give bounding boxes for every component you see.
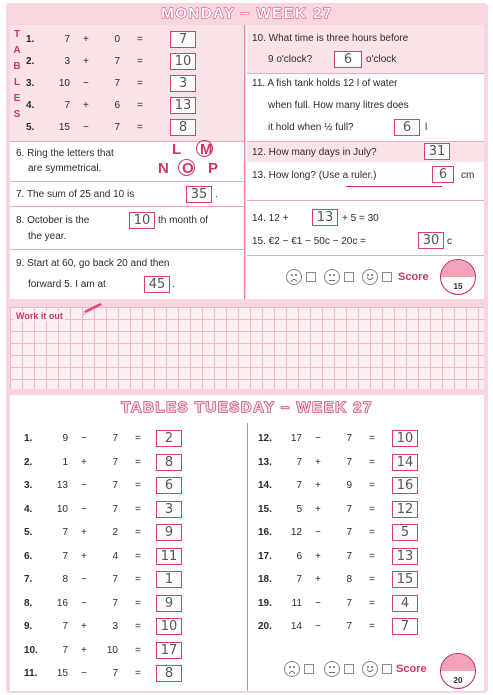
operand-a: 15 <box>58 122 70 133</box>
q15-post: c <box>447 236 452 247</box>
operand-b: 7 <box>346 527 352 538</box>
answer-box[interactable]: 14 <box>392 454 418 471</box>
operator: + <box>83 100 89 111</box>
operand-a: 11 <box>291 597 302 609</box>
q12-text: 12. How many days in July? <box>252 147 377 158</box>
q14-answer-box[interactable]: 13 <box>312 209 338 226</box>
equals-sign: = <box>135 574 141 585</box>
table-row <box>258 598 458 615</box>
equals-sign: = <box>135 550 141 562</box>
operand-b: 7 <box>112 456 118 468</box>
neutral-face-icon <box>324 661 340 677</box>
operator: + <box>81 621 87 632</box>
monday-title: MONDAY – WEEK 27 <box>161 5 333 22</box>
side-letter: L <box>13 77 21 88</box>
divider <box>247 200 484 201</box>
ring-O-circle <box>178 159 195 176</box>
operand-b: 9 <box>346 480 352 491</box>
operand-a: 7 <box>296 574 302 585</box>
q9-line1: 9. Start at 60, go back 20 and then <box>16 258 170 269</box>
operator: − <box>83 78 89 89</box>
operator: − <box>83 122 89 133</box>
operand-a: 7 <box>64 34 70 45</box>
equals-sign: = <box>137 78 143 89</box>
answer-box[interactable]: 12 <box>392 501 418 518</box>
table-row <box>258 433 458 450</box>
operand-a: 5 <box>296 503 302 515</box>
q8-pre: 8. October is the <box>16 215 90 226</box>
q10-answer-box[interactable]: 6 <box>334 51 362 68</box>
answer-box[interactable]: 10 <box>392 430 418 447</box>
operand-b: 7 <box>346 550 352 562</box>
operand-b: 7 <box>114 56 120 67</box>
equals-sign: = <box>369 480 375 491</box>
answer-box[interactable]: 8 <box>156 454 182 471</box>
score-label: Score <box>398 271 429 283</box>
neutral-checkbox[interactable] <box>344 664 354 674</box>
table-row <box>24 621 224 638</box>
operand-a: 9 <box>62 433 68 444</box>
operand-a: 6 <box>296 550 302 562</box>
side-letter: A <box>13 45 21 56</box>
answer-box[interactable]: 8 <box>156 665 182 682</box>
column-divider <box>244 25 245 299</box>
answer-box[interactable]: 13 <box>170 97 196 114</box>
equals-sign: = <box>369 621 375 632</box>
answer-box[interactable]: 3 <box>170 75 196 92</box>
q6-line1: 6. Ring the letters that <box>16 148 114 159</box>
operand-a: 12 <box>290 527 302 538</box>
letter-M: M <box>200 141 213 158</box>
operand-a: 7 <box>62 644 68 656</box>
operand-b: 8 <box>346 574 352 585</box>
table-row <box>24 551 224 568</box>
table-row <box>24 574 224 591</box>
operand-a: 15 <box>56 668 68 679</box>
operand-a: 17 <box>290 433 302 444</box>
score-total: 15 <box>453 282 463 291</box>
letter-P: P <box>208 160 219 177</box>
answer-box[interactable]: 11 <box>156 548 182 565</box>
row-number: 3. <box>24 480 33 491</box>
equals-sign: = <box>137 34 143 45</box>
row-number: 9. <box>24 621 33 632</box>
operator: − <box>81 480 87 491</box>
table-row <box>26 78 226 95</box>
happy-face-icon <box>362 269 378 285</box>
operand-b: 7 <box>346 597 352 609</box>
operand-b: 7 <box>112 503 118 515</box>
happy-face-icon <box>362 661 378 677</box>
row-number: 18. <box>258 574 272 585</box>
row-number: 17. <box>258 550 272 562</box>
operand-b: 6 <box>114 100 120 111</box>
table-row <box>258 504 458 521</box>
row-number: 2. <box>24 456 33 468</box>
table-row <box>24 527 224 544</box>
answer-box[interactable]: 9 <box>156 524 182 541</box>
operand-b: 7 <box>346 433 352 444</box>
row-number: 4. <box>24 503 33 515</box>
operand-a: 10 <box>56 503 68 515</box>
row-number: 5. <box>26 122 35 133</box>
q10-post: o'clock <box>366 54 397 65</box>
equals-sign: = <box>137 56 143 67</box>
answer-box[interactable]: 10 <box>170 53 196 70</box>
operand-b: 7 <box>112 668 118 679</box>
q13-post: cm <box>461 170 475 181</box>
row-number: 3. <box>26 78 35 89</box>
tables-side-letters <box>10 27 24 123</box>
operator: + <box>81 456 87 468</box>
operand-b: 2 <box>112 527 118 538</box>
answer-box[interactable]: 7 <box>392 618 418 635</box>
divider <box>10 249 244 250</box>
row-number: 6. <box>24 550 33 562</box>
operator: + <box>315 503 321 515</box>
answer-box[interactable]: 6 <box>156 477 182 494</box>
table-row <box>24 480 224 497</box>
operand-b: 3 <box>112 621 118 632</box>
sad-checkbox[interactable] <box>306 272 316 282</box>
operator: − <box>315 621 321 632</box>
tuesday-title: TABLES TUESDAY – WEEK 27 <box>121 399 373 416</box>
letter-N: N <box>158 160 169 177</box>
answer-box[interactable]: 4 <box>392 595 418 612</box>
q8-answer-box[interactable]: 10 <box>129 212 155 229</box>
operand-b: 0 <box>114 34 120 45</box>
row-number: 1. <box>26 34 35 45</box>
equals-sign: = <box>135 668 141 679</box>
q7-answer-box[interactable]: 35 <box>186 186 212 203</box>
operand-b: 4 <box>112 550 118 562</box>
operand-a: 7 <box>62 621 68 632</box>
operator: + <box>315 480 321 491</box>
equals-sign: = <box>369 550 375 562</box>
table-row <box>24 457 224 474</box>
operand-a: 10 <box>58 78 70 89</box>
q11-post: l <box>425 122 428 133</box>
table-row <box>24 433 224 450</box>
answer-box[interactable]: 5 <box>392 524 418 541</box>
table-row <box>258 621 458 638</box>
equals-sign: = <box>135 597 141 609</box>
operand-b: 7 <box>346 503 352 515</box>
operator: + <box>315 550 321 562</box>
row-number: 14. <box>258 480 272 491</box>
row-number: 2. <box>26 56 35 67</box>
operator: + <box>81 644 87 656</box>
operator: + <box>83 34 89 45</box>
equals-sign: = <box>369 433 375 444</box>
operator: + <box>81 527 87 538</box>
score-total: 20 <box>453 676 463 685</box>
row-number: 5. <box>24 527 33 538</box>
divider <box>10 206 244 207</box>
answer-box[interactable]: 3 <box>156 501 182 518</box>
operand-a: 16 <box>56 597 68 609</box>
equals-sign: = <box>369 456 375 468</box>
operator: + <box>315 574 321 585</box>
equals-sign: = <box>137 100 143 111</box>
q13-text: 13. How long? (Use a ruler.) <box>252 170 377 181</box>
answer-box[interactable]: 16 <box>392 477 418 494</box>
q12-answer-box[interactable]: 31 <box>424 143 450 160</box>
equals-sign: = <box>135 456 141 468</box>
operand-a: 3 <box>64 56 70 67</box>
operator: − <box>81 433 87 444</box>
score-circle[interactable] <box>440 259 476 295</box>
table-row <box>26 56 226 73</box>
divider <box>247 255 484 256</box>
q7-text: 7. The sum of 25 and 10 is <box>16 189 135 200</box>
equals-sign: = <box>369 597 375 609</box>
operand-b: 7 <box>112 597 118 609</box>
side-letter: T <box>13 29 21 40</box>
q11-answer-box[interactable]: 6 <box>394 119 420 136</box>
operand-b: 7 <box>114 78 120 89</box>
answer-box[interactable]: 1 <box>156 571 182 588</box>
row-number: 11. <box>24 668 38 679</box>
table-row <box>24 668 224 685</box>
table-row <box>26 34 226 51</box>
work-it-out-label: Work it out <box>16 311 63 321</box>
table-row <box>24 598 224 615</box>
q9-line2: forward 5. I am at <box>28 279 106 290</box>
q11-line2: when full. How many litres does <box>268 100 409 111</box>
operator: + <box>83 56 89 67</box>
operand-a: 1 <box>62 456 68 468</box>
operand-b: 7 <box>112 574 118 585</box>
row-number: 10. <box>24 644 38 656</box>
answer-box[interactable]: 9 <box>156 595 182 612</box>
table-row <box>24 504 224 521</box>
q10-line1: 10. What time is three hours before <box>252 33 409 44</box>
table-row <box>258 574 458 591</box>
equals-sign: = <box>135 503 141 515</box>
q10-pre: 9 o'clock? <box>268 54 313 65</box>
sad-face-icon <box>284 661 300 677</box>
row-number: 1. <box>24 433 33 444</box>
happy-checkbox[interactable] <box>382 664 392 674</box>
row-number: 15. <box>258 503 272 515</box>
operand-a: 7 <box>64 100 70 111</box>
table-row <box>26 122 226 139</box>
divider <box>10 181 244 182</box>
happy-checkbox[interactable] <box>382 272 392 282</box>
equals-sign: = <box>135 480 141 491</box>
q15-pre: 15. €2 − €1 − 50c − 20c = <box>252 236 366 247</box>
answer-box[interactable]: 7 <box>170 31 196 48</box>
equals-sign: = <box>369 527 375 538</box>
side-letter: S <box>13 109 21 120</box>
operand-a: 7 <box>296 480 302 491</box>
operand-a: 8 <box>62 574 68 585</box>
equals-sign: = <box>135 621 141 632</box>
q8-line2: the year. <box>28 231 67 242</box>
row-number: 4. <box>26 100 35 111</box>
answer-box[interactable]: 10 <box>156 618 182 635</box>
operator: − <box>315 527 321 538</box>
q11-pre: it hold when ½ full? <box>268 122 354 133</box>
row-number: 19. <box>258 597 272 609</box>
table-row <box>258 480 458 497</box>
score-label: Score <box>396 663 427 675</box>
tuesday-column-divider <box>247 423 248 691</box>
table-row <box>24 645 224 662</box>
q14-post: + 5 = 30 <box>342 213 379 224</box>
worksheet-page <box>6 3 488 693</box>
sad-checkbox[interactable] <box>304 664 314 674</box>
side-letter: B <box>13 61 21 72</box>
equals-sign: = <box>135 644 141 656</box>
equals-sign: = <box>369 503 375 515</box>
q6-line2: are symmetrical. <box>28 163 102 174</box>
equals-sign: = <box>135 527 141 538</box>
answer-box[interactable]: 13 <box>392 548 418 565</box>
q13-answer-box[interactable]: 6 <box>432 166 454 183</box>
row-number: 20. <box>258 621 272 632</box>
operator: − <box>315 597 321 609</box>
sad-face-icon <box>286 269 302 285</box>
q11-line1: 11. A fish tank holds 12 l of water <box>252 78 398 89</box>
equals-sign: = <box>135 433 141 444</box>
operator: − <box>315 433 321 444</box>
row-number: 8. <box>24 597 33 609</box>
q8-post: th month of <box>158 215 209 226</box>
answer-box[interactable]: 17 <box>156 642 182 659</box>
operator: − <box>81 503 87 515</box>
table-row <box>258 457 458 474</box>
operand-b: 7 <box>112 480 118 491</box>
row-number: 13. <box>258 456 272 468</box>
equals-sign: = <box>137 122 143 133</box>
q7-end: . <box>215 189 218 200</box>
q14-pre: 14. 12 + <box>252 213 289 224</box>
operator: + <box>315 456 321 468</box>
operand-b: 10 <box>106 644 118 656</box>
neutral-checkbox[interactable] <box>344 272 354 282</box>
letter-O: O <box>182 160 194 177</box>
divider <box>247 73 484 74</box>
operand-a: 7 <box>296 456 302 468</box>
work-it-out-grid[interactable] <box>10 307 484 389</box>
ruler-line <box>346 186 442 187</box>
answer-box[interactable]: 2 <box>156 430 182 447</box>
table-row <box>258 551 458 568</box>
operand-a: 7 <box>62 527 68 538</box>
operand-a: 7 <box>62 550 68 562</box>
operator: − <box>81 597 87 609</box>
q9-answer-box[interactable]: 45 <box>144 276 170 293</box>
operand-a: 14 <box>290 621 302 632</box>
table-row <box>258 527 458 544</box>
row-number: 16. <box>258 527 272 538</box>
answer-box[interactable]: 8 <box>170 119 196 136</box>
equals-sign: = <box>369 574 375 585</box>
ring-M-circle <box>196 140 213 157</box>
operand-b: 7 <box>112 433 118 444</box>
operator: − <box>81 668 87 679</box>
q9-end: . <box>172 279 175 290</box>
answer-box[interactable]: 15 <box>392 571 418 588</box>
operand-b: 7 <box>346 456 352 468</box>
operand-a: 13 <box>56 480 68 491</box>
q15-answer-box[interactable]: 30 <box>418 232 444 249</box>
pencil-icon <box>80 303 104 319</box>
operand-b: 7 <box>114 122 120 133</box>
operator: + <box>81 550 87 562</box>
neutral-face-icon <box>324 269 340 285</box>
table-row <box>26 100 226 117</box>
score-circle[interactable] <box>440 653 476 689</box>
row-number: 12. <box>258 433 272 444</box>
letter-L: L <box>172 141 182 158</box>
side-letter: E <box>13 93 21 104</box>
operator: − <box>81 574 87 585</box>
operand-b: 7 <box>346 621 352 632</box>
row-number: 7. <box>24 574 33 585</box>
